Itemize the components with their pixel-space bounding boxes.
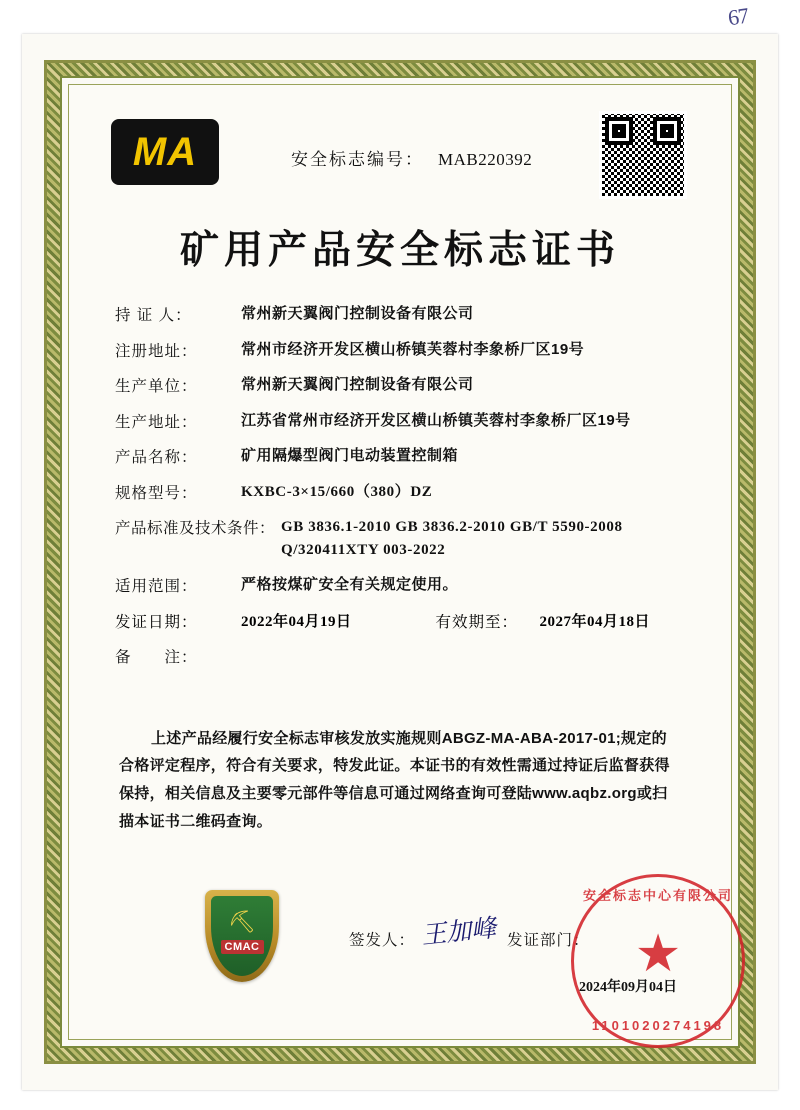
field-value: GB 3836.1-2010 GB 3836.2-2010 GB/T 5590-2008 Q/320411XTY 003-2022: [281, 519, 623, 558]
certificate-sheet: [22, 34, 778, 1090]
qr-code-icon: [599, 111, 687, 199]
field-value: 江苏省常州市经济开发区横山桥镇芙蓉村李象桥厂区19号: [241, 411, 631, 429]
seal-date: 2024年09月04日: [579, 979, 677, 995]
field-label: 规格型号：: [115, 484, 198, 502]
certificate-number-label: 安全标志编号：: [291, 150, 424, 169]
field-manufacturing-address: [115, 410, 685, 433]
certificate-content: [69, 85, 731, 1039]
ma-logo-icon: [111, 119, 219, 185]
decorative-border-middle: [60, 76, 740, 1048]
expiry-date-value: 2027年04月18日: [539, 613, 651, 630]
shield-inner: [211, 896, 273, 976]
field-value: 严格按煤矿安全有关规定使用。: [241, 576, 459, 593]
field-dates: [115, 610, 685, 632]
issue-date-label: 发证日期：: [115, 613, 198, 631]
field-value: 矿用隔爆型阀门电动装置控制箱: [241, 447, 459, 464]
shield-shape: [205, 890, 279, 982]
field-model: [115, 481, 685, 504]
field-remark: [115, 645, 685, 667]
certificate-header: [103, 103, 697, 213]
star-icon: ★: [634, 923, 682, 984]
field-registered-address: [115, 339, 685, 362]
certificate-number-value: MAB220392: [438, 150, 533, 169]
signature-area: [103, 882, 733, 1062]
page-number-handwritten: 67: [726, 2, 750, 31]
field-scope: [115, 574, 685, 597]
issue-date-value: 2022年04月19日: [241, 613, 352, 630]
ma-logo-text: MA: [132, 130, 198, 174]
field-holder: [115, 303, 685, 326]
cmac-badge-text: CMAC: [221, 940, 264, 954]
field-value: 常州市经济开发区横山桥镇芙蓉村李象桥厂区19号: [241, 340, 585, 358]
field-label: 生产单位：: [115, 378, 198, 395]
cmac-badge-icon: [205, 890, 279, 982]
field-value: KXBC-3×15/660（380）DZ: [241, 483, 433, 500]
field-label: 生产地址：: [115, 413, 198, 431]
decorative-border-outer: [44, 60, 756, 1064]
field-value: 常州新天翼阀门控制设备有限公司: [241, 305, 474, 322]
field-label: 产品标准及技术条件：: [115, 520, 276, 537]
decorative-border-inner: [68, 84, 732, 1040]
seal-top-text: 安全标志中心有限公司: [582, 887, 733, 903]
signer-label: 签发人：: [349, 931, 416, 949]
signature-handwritten: 王加峰: [420, 914, 498, 950]
field-manufacturer: [115, 374, 685, 397]
field-standards: [115, 516, 685, 561]
certificate-number: [291, 145, 532, 170]
certificate-statement: 上述产品经履行安全标志审核发放实施规则ABGZ-MA-ABA-2017-01;规定的合格评定程序，符合有关要求，特发此证。本证书的有效性需通过持证后监督获得保持，相关信息及主要零元部件等信息可通过网络查询可登陆www.aqbz.org或扫描本证书二维码查询。: [119, 729, 670, 830]
field-product-name: [115, 445, 685, 468]
seal-bottom-text: 1101020274198: [591, 1017, 725, 1033]
field-label: 注册地址：: [115, 342, 198, 360]
field-label: 产品名称：: [115, 449, 198, 466]
pickaxe-icon: ⛏: [228, 909, 256, 935]
field-list: [115, 303, 685, 667]
red-official-seal: [571, 874, 745, 1048]
issuing-department-label: 发证部门：: [507, 931, 590, 949]
page-title: 矿用产品安全标志证书: [179, 229, 620, 272]
field-label: 适用范围：: [115, 578, 198, 595]
expiry-date-label: 有效期至：: [435, 613, 519, 631]
field-label: 持 证 人：: [115, 307, 192, 324]
field-label: 备 注：: [115, 648, 198, 666]
field-value: 常州新天翼阀门控制设备有限公司: [241, 376, 474, 393]
